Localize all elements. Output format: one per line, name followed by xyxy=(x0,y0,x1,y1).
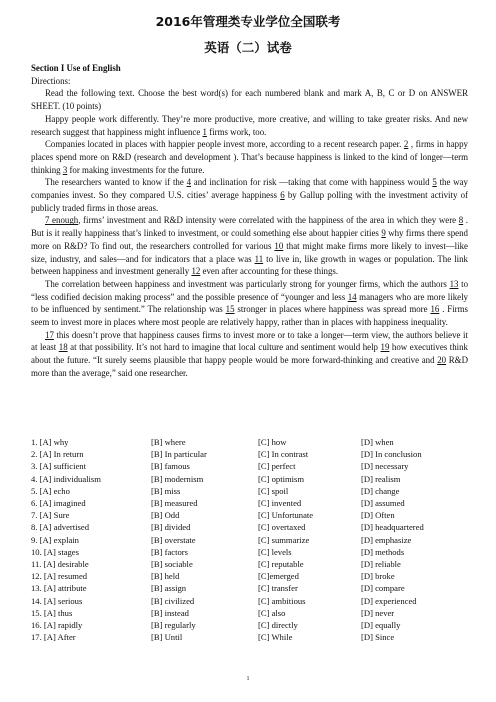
blank-number: 8 xyxy=(458,215,464,226)
section-heading: Section I Use of English xyxy=(31,63,121,73)
option-c: [C] transfer xyxy=(258,583,298,594)
option-a: 17. [A] After xyxy=(31,632,76,643)
option-row xyxy=(31,497,468,509)
blank-number: 3 xyxy=(62,164,68,175)
blank-number: 13 xyxy=(449,278,459,289)
blank-number: 4 xyxy=(186,177,191,188)
option-b: [B] modernism xyxy=(151,473,204,484)
option-c: [C] spoil xyxy=(258,485,289,496)
option-row xyxy=(31,460,468,472)
option-a: 6. [A] imagined xyxy=(31,498,86,509)
directions-text: Read the following text. Choose the best word(s) for each numbered blank and mark A, B, C or D on ANSWER SHEET. (10 points) xyxy=(31,88,468,112)
blank-number: 15 xyxy=(225,304,235,315)
passage-paragraph: Happy people work differently. They’re more productive, more creative, and willing to take greater risks. And new research suggest that happiness might influence 1 firms work, too. xyxy=(31,113,468,137)
blank-number: 1 xyxy=(202,126,207,137)
option-d: [D] Since xyxy=(361,632,395,643)
directions-label: Directions: xyxy=(31,75,71,86)
option-b: [B] overstate xyxy=(151,534,196,545)
option-a: 13. [A] attribute xyxy=(31,583,87,594)
option-c: [C] optimism xyxy=(258,473,305,484)
option-row xyxy=(31,473,468,485)
exam-title: 2016年管理类专业学位全国联考 xyxy=(155,14,341,29)
option-b: [B] famous xyxy=(151,461,190,472)
option-b: [B] held xyxy=(151,571,180,582)
option-row xyxy=(31,485,468,497)
option-a: 4. [A] individualism xyxy=(31,473,101,484)
option-a: 1. [A] why xyxy=(31,437,69,447)
option-row xyxy=(31,582,468,594)
option-c: [C] directly xyxy=(258,620,298,631)
option-d: [D] Often xyxy=(361,510,395,521)
page-number: 1 xyxy=(246,676,250,682)
document-body xyxy=(31,62,468,380)
blank-number: 7 enough xyxy=(45,215,79,226)
passage-paragraph: The researchers wanted to know if the 4 and inclination for risk —taking that come with happiness would 5 the way companies invest. So they compared U.S. cities’ average happiness 6 by Gallup polling with the investment activity of publicly traded firms in those areas. xyxy=(31,177,468,213)
option-d: [D] headquartered xyxy=(361,522,424,533)
option-c: [C] levels xyxy=(258,546,292,557)
passage-paragraph: Companies located in places with happier people invest more, according to a recent research paper. 2 , firms in happy places spend more on R&D (research and development ). That’s because happiness is linked to the kind of longer—term thinking 3 for making investments for the future. xyxy=(31,139,468,175)
blank-number: 17 xyxy=(45,329,54,340)
option-d: [D] compare xyxy=(361,583,405,594)
option-c: [C] how xyxy=(258,437,287,447)
option-row xyxy=(31,546,468,558)
option-c: [C]emerged xyxy=(258,571,299,582)
option-row xyxy=(31,558,468,570)
option-c: [C] ambitious xyxy=(258,595,306,606)
option-a: 16. [A] rapidly xyxy=(31,620,83,631)
option-a: 14. [A] serious xyxy=(31,595,83,606)
option-d: [D] when xyxy=(361,437,394,447)
blank-number: 14 xyxy=(347,291,357,302)
option-b: [B] where xyxy=(151,437,186,447)
option-c: [C] In contrast xyxy=(258,449,309,460)
option-a: 9. [A] explain xyxy=(31,534,79,545)
passage-paragraph: 7 enough, firms’ investment and R&D intensity were correlated with the happiness of the area in which they were 8 . But is it really happiness that’s linked to investment, or could something else about happier cities 9 why firms there spend more on R&D? To find out, the researchers controlled for various 10 that might make firms more likely to invest—like size, industry, and sales—and for indicators that a place was 11 to live in, like growth in wages or population. The link between happiness and investment generally 12 even after accounting for these things. xyxy=(31,215,468,277)
option-row xyxy=(31,521,468,533)
option-b: [B] civilized xyxy=(151,595,195,606)
blank-number: 11 xyxy=(254,253,264,264)
option-a: 12. [A] resumed xyxy=(31,571,88,582)
option-c: [C] While xyxy=(258,632,293,643)
blank-number: 16 xyxy=(430,304,440,315)
option-row xyxy=(31,436,468,448)
blank-number: 19 xyxy=(380,342,390,353)
option-row xyxy=(31,448,468,460)
option-b: [B] Odd xyxy=(151,510,180,521)
option-b: [B] instead xyxy=(151,607,189,618)
option-row xyxy=(31,631,468,643)
option-c: [C] invented xyxy=(258,498,302,509)
passage-paragraph: The correlation between happiness and investment was particularly strong for younger firms, which the authors 13 to “less codified decision making process” and the possible presence of “younger and less 14 managers who are more likely to be influenced by sentiment.” The relationship was 15 stronger in places where happiness was spread more 16 . Firms seem to invest more in places where most people are relatively happy, rather than in places with happiness inequality. xyxy=(31,278,469,328)
exam-subtitle: 英语（二）试卷 xyxy=(204,40,292,55)
option-c: [C] Unfortunate xyxy=(258,510,314,521)
option-row xyxy=(31,619,468,631)
option-c: [C] summarize xyxy=(258,534,310,545)
option-b: [B] sociable xyxy=(151,559,193,570)
option-c: [C] reputable xyxy=(258,559,304,570)
option-row xyxy=(31,534,468,546)
option-d: [D] emphasize xyxy=(361,534,412,545)
option-row xyxy=(31,607,468,619)
option-a: 7. [A] Sure xyxy=(31,510,70,521)
option-a: 15. [A] thus xyxy=(31,607,73,618)
option-row xyxy=(31,595,468,607)
option-d: [D] In conclusion xyxy=(361,449,422,460)
option-d: [D] reliable xyxy=(361,559,401,570)
option-b: [B] In particular xyxy=(151,449,207,460)
blank-number: 6 xyxy=(280,190,285,201)
option-d: [D] change xyxy=(361,485,400,496)
blank-number: 12 xyxy=(191,266,201,277)
option-d: [D] broke xyxy=(361,571,395,582)
option-a: 10. [A] stages xyxy=(31,546,79,557)
option-b: [B] miss xyxy=(151,485,181,496)
option-a: 3. [A] sufficient xyxy=(31,461,86,472)
option-d: [D] methods xyxy=(361,546,405,557)
option-b: [B] Until xyxy=(151,632,183,643)
blank-number: 18 xyxy=(58,342,68,353)
blank-number: 20 xyxy=(437,355,447,366)
option-d: [D] equally xyxy=(361,620,401,631)
option-b: [B] factors xyxy=(151,546,188,557)
blank-number: 10 xyxy=(274,240,284,251)
option-d: [D] experienced xyxy=(361,595,417,606)
option-d: [D] necessary xyxy=(361,461,409,472)
option-b: [B] measured xyxy=(151,498,198,509)
option-a: 2. [A] In return xyxy=(31,449,84,460)
option-b: [B] assign xyxy=(151,583,187,594)
option-b: [B] regularly xyxy=(151,620,196,631)
option-d: [D] assumed xyxy=(361,498,405,509)
option-d: [D] realism xyxy=(361,473,401,484)
options-list xyxy=(31,436,468,643)
option-a: 8. [A] advertised xyxy=(31,522,89,533)
option-a: 5. [A] echo xyxy=(31,485,70,496)
option-c: [C] overtaxed xyxy=(258,522,306,533)
blank-number: 9 xyxy=(381,228,386,239)
option-a: 11. [A] desirable xyxy=(31,559,89,570)
option-c: [C] perfect xyxy=(258,461,296,472)
option-b: [B] divided xyxy=(151,522,191,533)
passage-paragraph: 17 this doesn’t prove that happiness causes firms to invest more or to take a longer—term view, the authors believe it at least 18 at that possibility. It’s not hard to imagine that local culture and sentiment would help 19 how executives think about the future. “It surely seems plausible that happy people would be more forward-thinking and creative and 20 R&D more than the average,” said one researcher. xyxy=(31,329,468,378)
option-c: [C] also xyxy=(258,607,286,618)
blank-number: 5 xyxy=(432,177,437,188)
option-row xyxy=(31,570,468,582)
option-row xyxy=(31,509,468,521)
option-d: [D] never xyxy=(361,607,395,618)
blank-number: 2 xyxy=(403,139,409,150)
